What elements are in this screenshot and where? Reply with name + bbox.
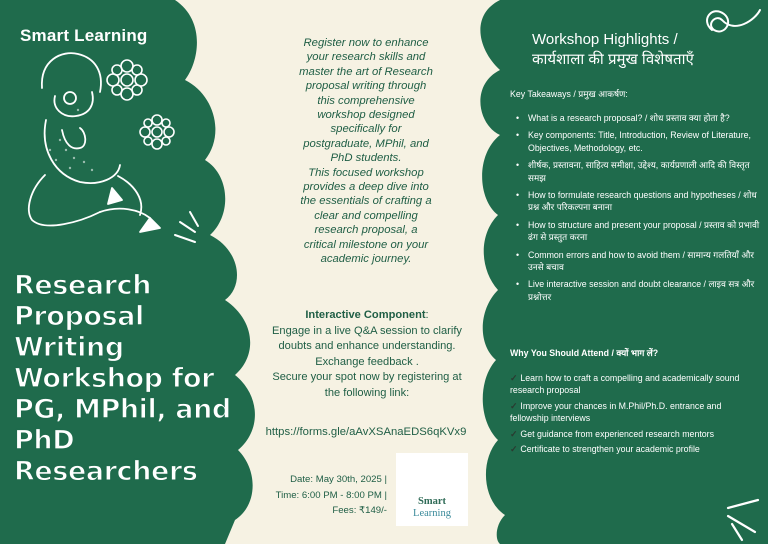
interactive-line: Secure your spot now by registering at	[272, 371, 462, 383]
intro-line: the essentials of crafting a	[300, 195, 432, 208]
title-line: PG, MPhil, and	[14, 394, 231, 425]
interactive-heading-colon: :	[425, 309, 429, 321]
title-line: Workshop for	[14, 363, 215, 394]
key-takeaways-label: Key Takeaways / प्रमुख आकर्षण:	[510, 89, 628, 99]
registration-link[interactable]: https://forms.gle/aAvXSAnaEDS6qKVx9	[265, 426, 467, 438]
intro-line: research proposal, a	[314, 224, 418, 237]
interactive-heading: Interactive Component	[305, 309, 426, 321]
intro-line: specifically for	[330, 123, 402, 136]
intro-line: your research skills and	[306, 51, 426, 64]
logo-line: Learning	[413, 508, 451, 519]
why-attend-list	[510, 372, 760, 458]
title-line: Researchers	[14, 456, 198, 487]
intro-line: Register now to enhance	[303, 37, 429, 49]
intro-line: master the art of Research	[299, 65, 433, 78]
why-attend-heading: Why You Should Attend / क्यों भाग लें?	[510, 348, 659, 358]
list-item	[510, 443, 760, 455]
workshop-title	[14, 270, 259, 487]
intro-line: academic journey.	[320, 253, 412, 266]
list-item: • What is a research proposal? / शोध प्रस्ताव क्या होता है?	[512, 112, 762, 124]
checkmark-icon: ✓	[510, 444, 518, 455]
interactive-component	[255, 308, 479, 401]
list-item: • Key components: Title, Introduction, Review of Literature, Objectives, Methodology, etc.	[512, 129, 762, 154]
takeaways-list	[512, 112, 762, 308]
title-line: Proposal	[14, 301, 144, 332]
checkmark-icon: ✓	[510, 400, 518, 411]
checkmark-icon: ✓	[510, 428, 518, 439]
event-date: Date: May 30th, 2025 |	[290, 474, 387, 485]
list-item: • Live interactive session and doubt clearance / लाइव सत्र और प्रश्नोत्तर	[512, 278, 762, 303]
list-item: • How to structure and present your proposal / प्रस्ताव को प्रभावी ढंग से प्रस्तुत करना	[512, 219, 762, 244]
highlights-title	[532, 30, 694, 70]
intro-line: critical milestone on your	[303, 238, 429, 251]
interactive-line: Engage in a live Q&A session to clarify	[272, 324, 462, 337]
list-item: • शीर्षक, प्रस्तावना, साहित्य समीक्षा, उद्देश्य, कार्यप्रणाली आदि की विस्तृत समझ	[512, 159, 762, 184]
list-item	[510, 372, 760, 397]
interactive-line: doubts and enhance understanding.	[278, 340, 456, 352]
highlights-title-line: कार्यशाला की प्रमुख विशेषताएँ	[532, 51, 694, 68]
interactive-line: Exchange feedback .	[315, 355, 419, 368]
list-item: • How to formulate research questions and hypotheses / शोध प्रश्न और परिकल्पना बनाना	[512, 189, 762, 214]
intro-block	[262, 36, 470, 267]
why-item-text: Improve your chances in M.Phil/Ph.D. entrance and fellowship interviews	[510, 400, 722, 424]
logo-line: Smart	[418, 496, 446, 507]
event-details	[263, 472, 387, 519]
list-item: • Common errors and how to avoid them / सामान्य गलतियाँ और उनसे बचाव	[512, 249, 762, 274]
checkmark-icon: ✓	[510, 373, 518, 383]
intro-text	[262, 36, 470, 267]
intro-line: PhD students.	[330, 152, 402, 165]
why-item-text: Learn how to craft a compelling and academically sound research proposal	[510, 373, 740, 396]
intro-line: This focused workshop	[308, 166, 424, 179]
intro-line: workshop designed	[317, 109, 415, 122]
intro-line: proposal writing through	[305, 80, 427, 93]
why-item-text: Certificate to strengthen your academic profile	[520, 444, 700, 455]
interactive-line: the following link:	[324, 386, 410, 399]
event-time: Time: 6:00 PM - 8:00 PM |	[275, 489, 387, 501]
intro-line: clear and compelling	[314, 209, 418, 222]
intro-line: postgraduate, MPhil, and	[303, 137, 429, 150]
smart-learning-logo	[396, 453, 468, 526]
list-item	[510, 400, 760, 425]
highlights-title-line: Workshop Highlights /	[532, 31, 678, 48]
intro-line: provides a deep dive into	[303, 181, 429, 194]
intro-line: this comprehensive	[317, 94, 415, 107]
list-item	[510, 428, 760, 440]
title-line: PhD	[14, 425, 75, 456]
title-line: Research	[14, 270, 152, 301]
why-item-text: Get guidance from experienced research mentors	[520, 428, 715, 439]
brand-name: Smart Learning	[20, 26, 148, 45]
event-fees: Fees: ₹149/-	[332, 505, 387, 516]
title-line: Writing	[14, 332, 124, 363]
